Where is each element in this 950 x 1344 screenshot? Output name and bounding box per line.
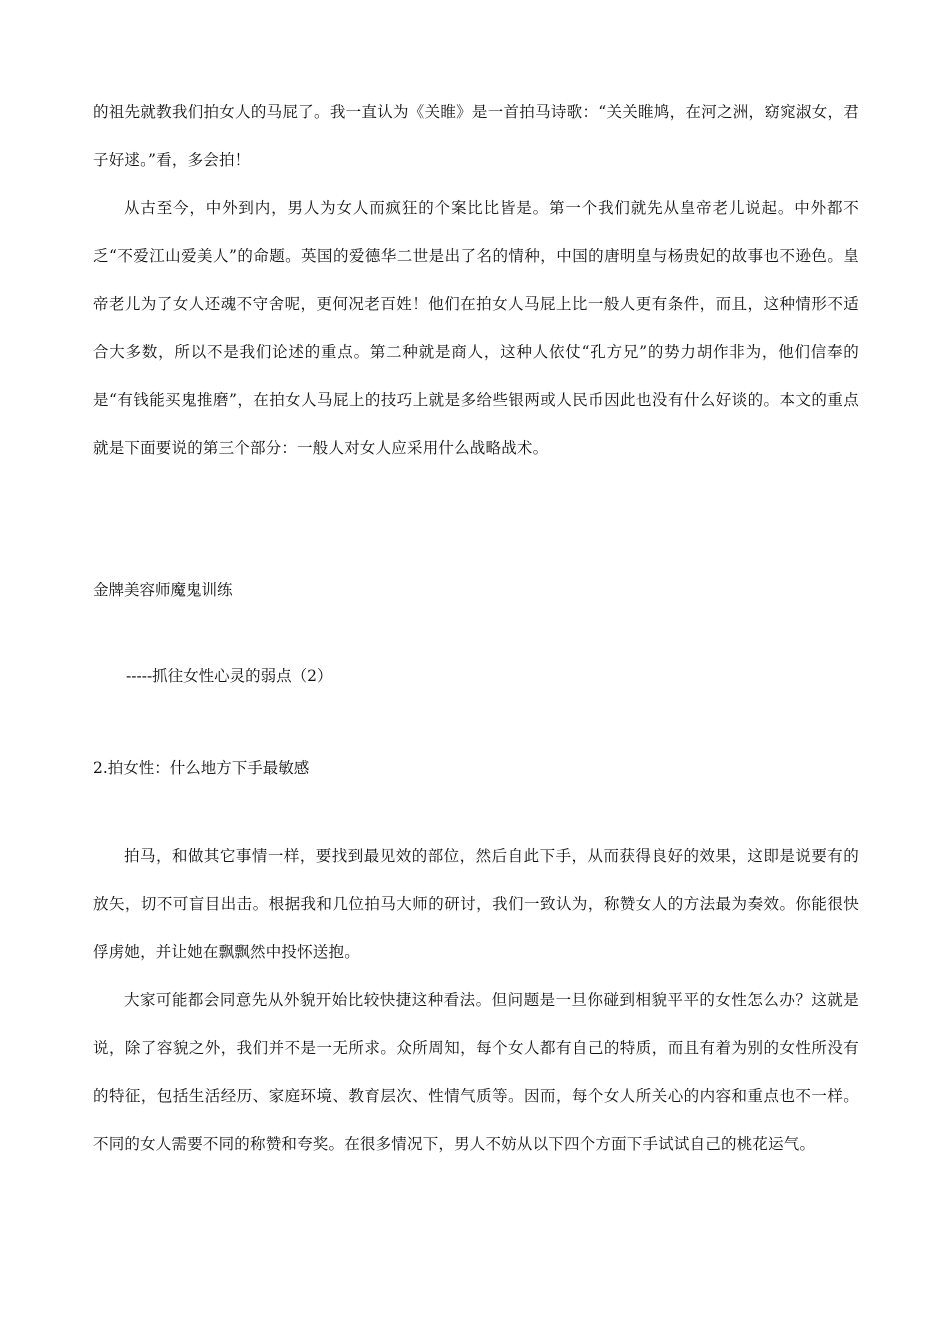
document-title: 金牌美容师魔鬼训练: [93, 581, 233, 599]
paragraph-method: 拍马，和做其它事情一样，要找到最见效的部位，然后自此下手，从而获得良好的效果，这即是说要有的放矢，切不可盲目出击。根据我和几位拍马大师的研讨，我们一致认为，称赞女人的方法最为奏效。你能很快俘虏她，并让她在飘飘然中投怀送抱。: [93, 847, 859, 961]
paragraph-intro: 的祖先就教我们拍女人的马屁了。我一直认为《关睢》是一首拍马诗歌：“关关睢鸠，在河之洲，窈窕淑女，君子好逑。”看，多会拍！: [93, 103, 859, 169]
paragraph-history: 从古至今，中外到内，男人为女人而疯狂的个案比比皆是。第一个我们就先从皇帝老儿说起。中外都不乏“不爱江山爱美人”的命题。英国的爱德华二世是出了名的情种，中国的唐明皇与杨贵妃的故事也不逊色。皇帝老儿为了女人还魂不守舍呢，更何况老百姓！他们在拍女人马屁上比一般人更有条件，而且，这种情形不适合大多数，所以不是我们论述的重点。第二种就是商人，这种人依仗“孔方兄”的势力胡作非为，他们信奉的是“有钱能买鬼推磨”，在拍女人马屁上的技巧上就是多给些银两或人民币因此也没有什么好谈的。本文的重点就是下面要说的第三个部分：一般人对女人应采用什么战略战术。: [93, 199, 859, 457]
document-subtitle: -----抓往女性心灵的弱点（2）: [126, 667, 333, 685]
section-heading: 2.拍女性：什么地方下手最敏感: [93, 759, 310, 777]
paragraph-praise: 大家可能都会同意先从外貌开始比较快捷这种看法。但问题是一旦你碰到相貌平平的女性怎么办？这就是说，除了容貌之外，我们并不是一无所求。众所周知，每个女人都有自己的特质，而且有着为别的女性所没有的特征，包括生活经历、家庭环境、教育层次、性情气质等。因而，每个女人所关心的内容和重点也不一样。不同的女人需要不同的称赞和夸奖。在很多情况下，男人不妨从以下四个方面下手试试自己的桃花运气。: [93, 991, 859, 1153]
